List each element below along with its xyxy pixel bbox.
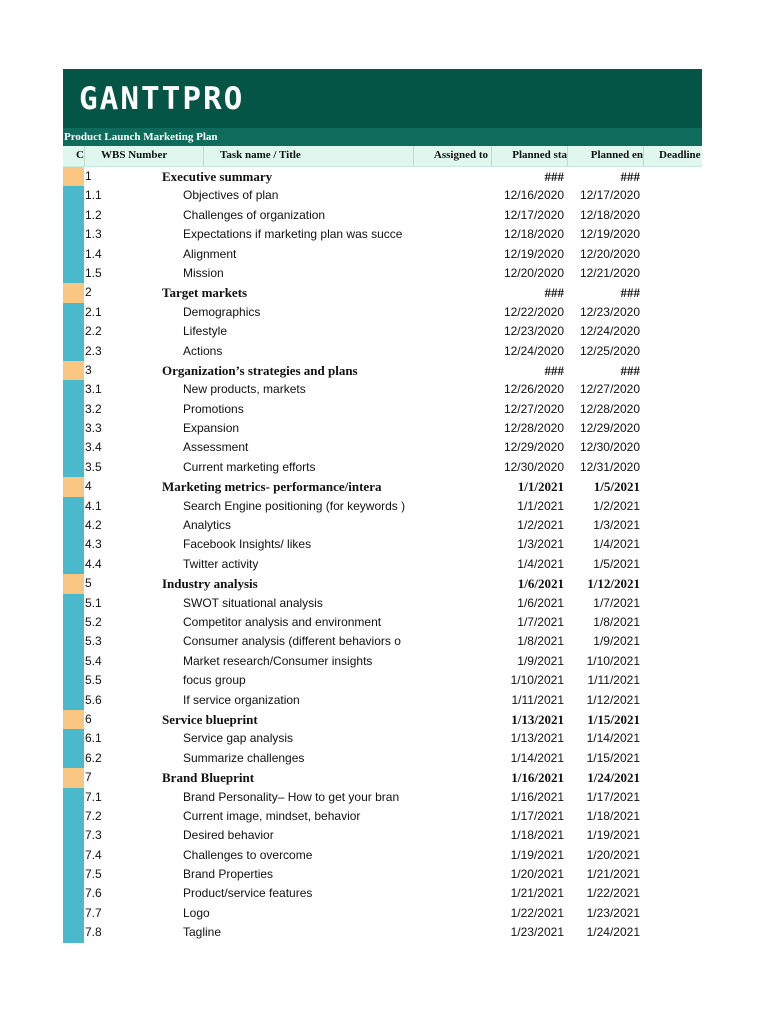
planned-end: 1/9/2021 [593,634,640,649]
task-row[interactable] [63,380,702,399]
task-marker [63,826,84,845]
phase-marker [63,710,84,729]
planned-end: 1/4/2021 [593,537,640,552]
planned-start: 1/6/2021 [517,576,564,592]
task-marker [63,652,84,671]
planned-start: 1/18/2021 [510,828,564,843]
task-name: Brand Blueprint [162,770,255,786]
task-name: Executive summary [162,169,273,184]
planned-start: 1/3/2021 [517,537,564,552]
task-name: Brand Personality– How to get your bran [183,789,400,804]
wbs-number: 3.5 [85,459,102,474]
task-row[interactable] [63,671,702,690]
task-marker [63,303,84,322]
planned-start: 1/6/2021 [517,595,564,610]
planned-end: 1/23/2021 [586,905,640,920]
phase-row[interactable] [63,768,702,787]
task-name: Lifestyle [183,324,228,339]
column-header-row [63,146,702,167]
planned-start: 12/30/2020 [503,459,564,474]
task-row[interactable] [63,632,702,651]
task-marker [63,264,84,283]
task-name: Marketing metrics- performance/intera [162,479,382,495]
task-name: Target markets [162,285,248,301]
task-marker [63,788,84,807]
wbs-number: 1.4 [85,246,102,261]
phase-marker [63,477,84,496]
task-row[interactable] [63,206,702,225]
task-marker [63,749,84,768]
wbs-number: 2.1 [85,304,102,319]
planned-start: 12/24/2020 [503,343,564,358]
ganttpro-logo: GANTTPRO [79,81,245,117]
wbs-number: 1.5 [85,265,102,280]
wbs-number: 3.3 [85,421,102,436]
task-name: Actions [183,343,223,358]
task-row[interactable] [63,245,702,264]
planned-end: 1/5/2021 [593,479,640,495]
task-marker [63,594,84,613]
planned-start: 1/23/2021 [510,925,564,940]
task-marker [63,904,84,923]
wbs-number: 3.2 [85,401,102,416]
task-name: Current image, mindset, behavior [183,808,361,823]
task-row[interactable] [63,419,702,438]
wbs-number: 7.1 [85,789,102,804]
planned-start: 1/19/2021 [510,847,564,862]
wbs-number: 7 [85,770,92,785]
planned-start: ### [544,285,564,301]
planned-end: 1/3/2021 [593,518,640,533]
task-marker [63,671,84,690]
task-marker [63,613,84,632]
task-name: Service gap analysis [183,731,294,746]
column-header-task-name[interactable]: Task name / Title [204,146,414,166]
planned-end: ### [620,285,640,301]
task-marker [63,884,84,903]
wbs-number: 1.3 [85,227,102,242]
wbs-number: 7.4 [85,847,102,862]
wbs-number: 7.5 [85,867,102,882]
task-row[interactable] [63,729,702,748]
task-name: Current marketing efforts [183,459,316,474]
task-marker [63,342,84,361]
wbs-number: 2 [85,285,92,300]
planned-end: 12/21/2020 [579,265,640,280]
planned-start: 1/22/2021 [510,905,564,920]
wbs-number: 6.1 [85,731,102,746]
planned-end: 1/7/2021 [593,595,640,610]
wbs-number: 4.3 [85,537,102,552]
task-row[interactable] [63,516,702,535]
planned-start: ### [544,169,564,184]
phase-marker [63,574,84,593]
planned-start: 1/11/2021 [511,692,564,707]
phase-row[interactable] [63,477,702,496]
wbs-number: 7.6 [85,886,102,901]
task-name: Desired behavior [183,828,274,843]
phase-row[interactable] [63,574,702,593]
planned-end: 12/23/2020 [579,304,640,319]
planned-end: 12/17/2020 [579,188,640,203]
plan-title: Product Launch Marketing Plan [63,128,702,146]
task-row[interactable] [63,225,702,244]
wbs-number: 2.3 [85,343,102,358]
planned-start: 12/27/2020 [503,401,564,416]
task-marker [63,322,84,341]
task-name: Service blueprint [162,711,258,727]
task-name: Twitter activity [183,556,259,571]
task-marker [63,729,84,748]
planned-start: 1/13/2021 [511,711,564,727]
column-header-c[interactable]: C [63,146,85,166]
task-row[interactable] [63,458,702,477]
task-row[interactable] [63,884,702,903]
planned-end: 1/24/2021 [586,925,640,940]
task-name: Demographics [183,304,261,319]
task-marker [63,923,84,942]
task-list [63,167,702,943]
planned-start: 1/1/2021 [517,498,564,513]
wbs-number: 3.1 [85,382,102,397]
planned-end: 1/17/2021 [586,789,640,804]
wbs-number: 7.7 [85,905,102,920]
task-marker [63,691,84,710]
column-header-assigned-to[interactable]: Assigned to [414,146,492,166]
planned-end: 1/21/2021 [586,867,640,882]
task-name: If service organization [183,692,300,707]
task-name: New products, markets [183,382,306,397]
task-row[interactable] [63,749,702,768]
planned-end: 1/18/2021 [586,808,640,823]
wbs-number: 7.8 [85,925,102,940]
wbs-number: 3.4 [85,440,102,455]
task-marker [63,438,84,457]
spreadsheet [63,69,702,943]
planned-start: 12/29/2020 [503,440,564,455]
task-marker [63,400,84,419]
task-row[interactable] [63,438,702,457]
wbs-number: 2.2 [85,324,102,339]
wbs-number: 7.2 [85,808,102,823]
task-row[interactable] [63,613,702,632]
planned-end: 1/15/2021 [586,750,640,765]
task-marker [63,865,84,884]
wbs-number: 1 [85,169,92,183]
planned-end: 1/10/2021 [586,653,640,668]
planned-end: 12/18/2020 [579,207,640,222]
planned-start: 1/16/2021 [510,789,564,804]
task-row[interactable] [63,594,702,613]
wbs-number: 6 [85,711,92,726]
wbs-number: 4.4 [85,556,102,571]
planned-end: 1/20/2021 [586,847,640,862]
task-marker [63,186,84,205]
task-name: Mission [183,265,224,280]
planned-end: 1/14/2021 [586,731,640,746]
planned-end: 12/25/2020 [579,343,640,358]
task-row[interactable] [63,807,702,826]
wbs-number: 5.1 [85,595,102,610]
task-row[interactable] [63,923,702,942]
task-name: Challenges of organization [183,207,326,222]
wbs-number: 5 [85,576,92,591]
phase-marker [63,167,84,186]
phase-marker [63,361,84,380]
task-marker [63,535,84,554]
task-row[interactable] [63,342,702,361]
task-marker [63,846,84,865]
task-marker [63,419,84,438]
task-name: Analytics [183,518,232,533]
planned-end: 12/24/2020 [579,324,640,339]
planned-end: 1/24/2021 [587,770,640,786]
phase-row[interactable] [63,361,702,380]
column-header-planned-start[interactable]: Planned sta [492,146,568,166]
planned-end: 1/15/2021 [587,711,640,727]
task-row[interactable] [63,264,702,283]
task-marker [63,632,84,651]
task-name: Objectives of plan [183,188,279,203]
task-row[interactable] [63,303,702,322]
task-name: Brand Properties [183,867,274,882]
planned-start: 1/8/2021 [517,634,564,649]
planned-start: 1/2/2021 [517,518,564,533]
planned-end: 12/30/2020 [579,440,640,455]
planned-start: 12/28/2020 [503,421,564,436]
task-row[interactable] [63,846,702,865]
wbs-number: 7.3 [85,828,102,843]
task-marker [63,497,84,516]
task-name: Expansion [183,421,240,436]
planned-start: 12/22/2020 [503,304,564,319]
task-name: Summarize challenges [183,750,305,765]
planned-start: 1/13/2021 [510,731,564,746]
task-name: Organization’s strategies and plans [162,362,358,378]
planned-start: 12/16/2020 [503,188,564,203]
planned-start: 1/10/2021 [510,673,564,688]
planned-start: ### [544,362,564,378]
task-marker [63,225,84,244]
task-name: Market research/Consumer insights [183,653,373,668]
planned-end: 1/5/2021 [593,556,640,571]
wbs-number: 6.2 [85,750,102,765]
brand-banner [63,69,702,128]
task-row[interactable] [63,535,702,554]
task-name: Challenges to overcome [183,847,313,862]
planned-start: 1/4/2021 [517,556,564,571]
task-name: Assessment [183,440,249,455]
task-name: Promotions [183,401,244,416]
task-name: Consumer analysis (different behaviors o [183,634,401,649]
planned-end: ### [620,362,640,378]
task-row[interactable] [63,322,702,341]
task-marker [63,458,84,477]
task-row[interactable] [63,652,702,671]
wbs-number: 4.1 [85,498,102,513]
wbs-number: 1.1 [85,188,102,203]
task-name: Product/service features [183,886,313,901]
task-row[interactable] [63,865,702,884]
planned-start: 1/16/2021 [511,770,564,786]
task-marker [63,206,84,225]
task-name: Alignment [183,246,237,261]
task-row[interactable] [63,186,702,205]
planned-start: 1/20/2021 [510,867,564,882]
task-name: Facebook Insights/ likes [183,537,312,552]
planned-end: 1/8/2021 [593,614,640,629]
column-header-wbs[interactable]: WBS Number [85,146,204,166]
task-marker [63,807,84,826]
planned-start: 12/20/2020 [503,265,564,280]
planned-end: 1/19/2021 [586,828,640,843]
wbs-number: 5.4 [85,653,102,668]
task-row[interactable] [63,904,702,923]
phase-marker [63,768,84,787]
planned-end: 1/12/2021 [587,576,640,592]
task-marker [63,555,84,574]
task-name: SWOT situational analysis [183,595,323,610]
planned-start: 1/9/2021 [517,653,564,668]
wbs-number: 4.2 [85,518,102,533]
planned-end: 1/2/2021 [593,498,640,513]
wbs-number: 5.3 [85,634,102,649]
wbs-number: 1.2 [85,207,102,222]
phase-marker [63,283,84,302]
phase-row[interactable] [63,283,702,302]
planned-start: 12/17/2020 [503,207,564,222]
planned-start: 12/19/2020 [503,246,564,261]
task-row[interactable] [63,788,702,807]
wbs-number: 3 [85,362,92,377]
wbs-number: 5.6 [85,692,102,707]
phase-row[interactable] [63,710,702,729]
planned-start: 1/1/2021 [517,479,564,495]
planned-start: 1/7/2021 [517,614,564,629]
planned-start: 1/14/2021 [510,750,564,765]
wbs-number: 5.2 [85,614,102,629]
task-name: Search Engine positioning (for keywords ) [183,498,406,513]
phase-row[interactable] [63,167,702,186]
task-row[interactable] [63,555,702,574]
column-header-deadline[interactable]: Deadline [659,149,701,161]
planned-start: 12/26/2020 [503,382,564,397]
planned-start: 1/21/2021 [510,886,564,901]
task-name: Tagline [183,925,222,940]
task-row[interactable] [63,826,702,845]
wbs-number: 4 [85,479,92,494]
task-row[interactable] [63,691,702,710]
planned-start: 12/18/2020 [503,227,564,242]
planned-end: 1/22/2021 [586,886,640,901]
task-marker [63,516,84,535]
planned-start: 12/23/2020 [503,324,564,339]
task-name: Expectations if marketing plan was succe [183,227,403,242]
task-row[interactable] [63,400,702,419]
planned-end: 1/12/2021 [586,692,640,707]
wbs-number: 5.5 [85,673,102,688]
planned-end: 12/20/2020 [579,246,640,261]
task-marker [63,380,84,399]
planned-end: ### [620,169,640,184]
planned-end: 12/28/2020 [579,401,640,416]
planned-end: 12/29/2020 [579,421,640,436]
task-row[interactable] [63,497,702,516]
task-marker [63,245,84,264]
planned-end: 12/31/2020 [579,459,640,474]
planned-start: 1/17/2021 [510,808,564,823]
column-header-planned-end[interactable]: Planned en [568,146,644,166]
planned-end: 12/27/2020 [579,382,640,397]
task-name: focus group [183,673,246,688]
planned-end: 1/11/2021 [587,673,640,688]
task-name: Industry analysis [162,576,258,592]
task-name: Logo [183,905,210,920]
task-name: Competitor analysis and environment [183,614,382,629]
planned-end: 12/19/2020 [579,227,640,242]
